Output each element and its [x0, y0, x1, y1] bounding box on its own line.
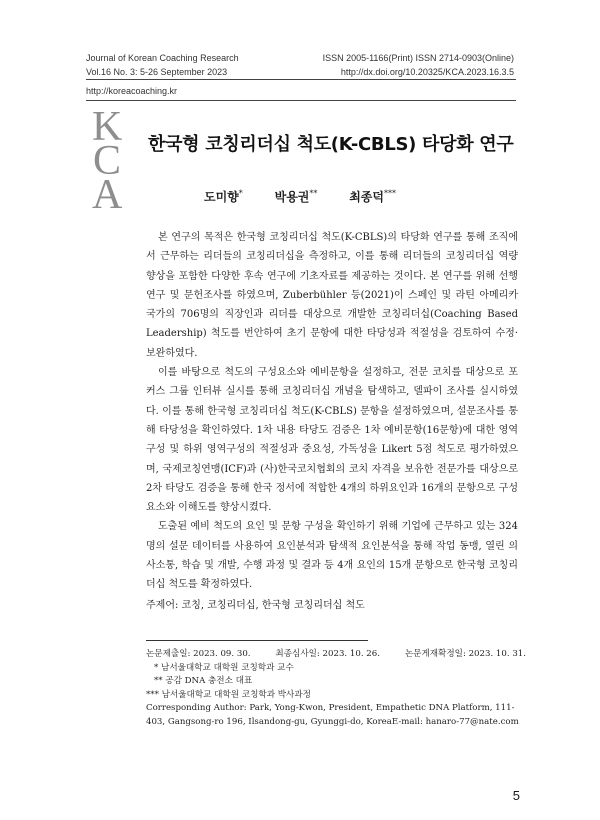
date-reviewed: 최종심사일: 2023. 10. 26.: [275, 649, 380, 659]
journal-url[interactable]: http://koreacoaching.kr: [86, 86, 178, 96]
author: [204, 188, 243, 205]
logo-letter: K: [92, 104, 123, 150]
author-list: [0, 188, 600, 205]
date-accepted: 논문게재확정일: 2023. 10. 31.: [404, 649, 526, 659]
paper-title: 한국형 코칭리더십 척도(K-CBLS) 타당화 연구: [148, 134, 514, 155]
journal-header-right: [323, 51, 514, 79]
affiliation: ** 공감 DNA 충전소 대표: [154, 676, 253, 686]
author-mark: ***: [384, 189, 396, 198]
logo-letter: A: [92, 172, 123, 218]
submission-dates: [146, 648, 526, 662]
corresponding-author: Corresponding Author: Park, Yong-Kwon, President, Empathetic DNA Platform, 111-403, Gangsong-ro 196, Ilsandong-gu, Gyunggi-do, KoreaE-mail: hanaro-77@nate.com: [146, 703, 519, 727]
date-submitted: 논문제출일: 2023. 09. 30.: [146, 649, 251, 659]
author-name: 최종덕: [349, 190, 384, 204]
doi-link[interactable]: http://dx.doi.org/10.20325/KCA.2023.16.3.5: [340, 67, 514, 77]
author-name: 박용권: [274, 190, 310, 204]
abstract-paragraph: 본 연구의 목적은 한국형 코칭리더십 척도(K-CBLS)의 타당화 연구를 통해 조직에서 근무하는 리더들의 코칭리더십을 측정하고, 이를 통해 리더들의 코칭리더십 역량 향상을 포함한 다양한 후속 연구에 기초자료를 제공하는 것이다. 본 연구를 위해 선행연구 및 문헌조사를 하였으며, Zuberbühler 등(2021)이 스페인 및 라틴 아메리카 국가의 706명의 직장인과 리더를 대상으로 개발한 코칭리더십(Coaching Based Leadership) 척도를 번안하여 초기 문항에 대한 타당성과 적절성을 검토하여 수정·보완하였다.: [146, 232, 518, 359]
footnote-divider: [146, 640, 368, 641]
journal-header-left: [86, 51, 239, 79]
affiliation: *** 남서울대학교 대학원 코칭학과 박사과정: [146, 689, 311, 700]
abstract-paragraph: 이를 바탕으로 척도의 구성요소와 예비문항을 설정하고, 전문 코치를 대상으로 포커스 그룹 인터뷰 실시를 통해 코칭리더십 개념을 탐색하고, 델파이 조사를 실시하였다. 이를 통해 한국형 코칭리더십 척도(K-CBLS) 문항을 설정하였으며, 설문조사를 통해 타당성을 확인하였다. 1차 내용 타당도 검증은 1차 예비문항(16문항)에 대한 영역구성 및 하위 영역구성의 적절성과 중요성, 가독성을 Likert 5점 척도로 평가하였으며, 국제코칭연맹(ICF)과 (사)한국코치협회의 코치 자격을 보유한 전문가를 대상으로 2차 타당도 검증을 통해 한국 정서에 적합한 4개의 하위요인과 16개의 문항으로 구성요소와 이해도를 향상시켰다.: [146, 367, 518, 514]
abstract: [146, 228, 518, 595]
author-name: 도미향: [204, 190, 239, 204]
author-mark: **: [309, 189, 318, 198]
author: [275, 188, 318, 205]
keywords: 주제어: 코칭, 코칭리더십, 한국형 코칭리더십 척도: [146, 600, 365, 611]
url-divider: [86, 100, 516, 101]
volume-info: Vol.16 No. 3: 5-26 September 2023: [86, 67, 228, 77]
affiliation: * 남서울대학교 대학원 코칭학과 교수: [154, 662, 294, 673]
issn: ISSN 2005-1166(Print) ISSN 2714-0903(Online): [322, 53, 514, 63]
logo-letter: C: [92, 138, 121, 184]
journal-name: Journal of Korean Coaching Research: [86, 53, 239, 63]
page-number: 5: [512, 788, 520, 803]
author-mark: *: [238, 189, 243, 198]
header-divider: [86, 79, 516, 80]
footnotes: [146, 648, 526, 729]
author: [349, 188, 396, 205]
abstract-paragraph: 도출된 예비 척도의 요인 및 문항 구성을 확인하기 위해 기업에 근무하고 있는 324명의 설문 데이터를 사용하여 요인분석과 탐색적 요인분석을 통해 작업 동맹, 열린 의사소통, 학습 및 개발, 수행 과정 및 결과 등 4개 요인의 15개 문항으로 한국형 코칭리더십 척도를 확정하였다.: [146, 521, 518, 591]
